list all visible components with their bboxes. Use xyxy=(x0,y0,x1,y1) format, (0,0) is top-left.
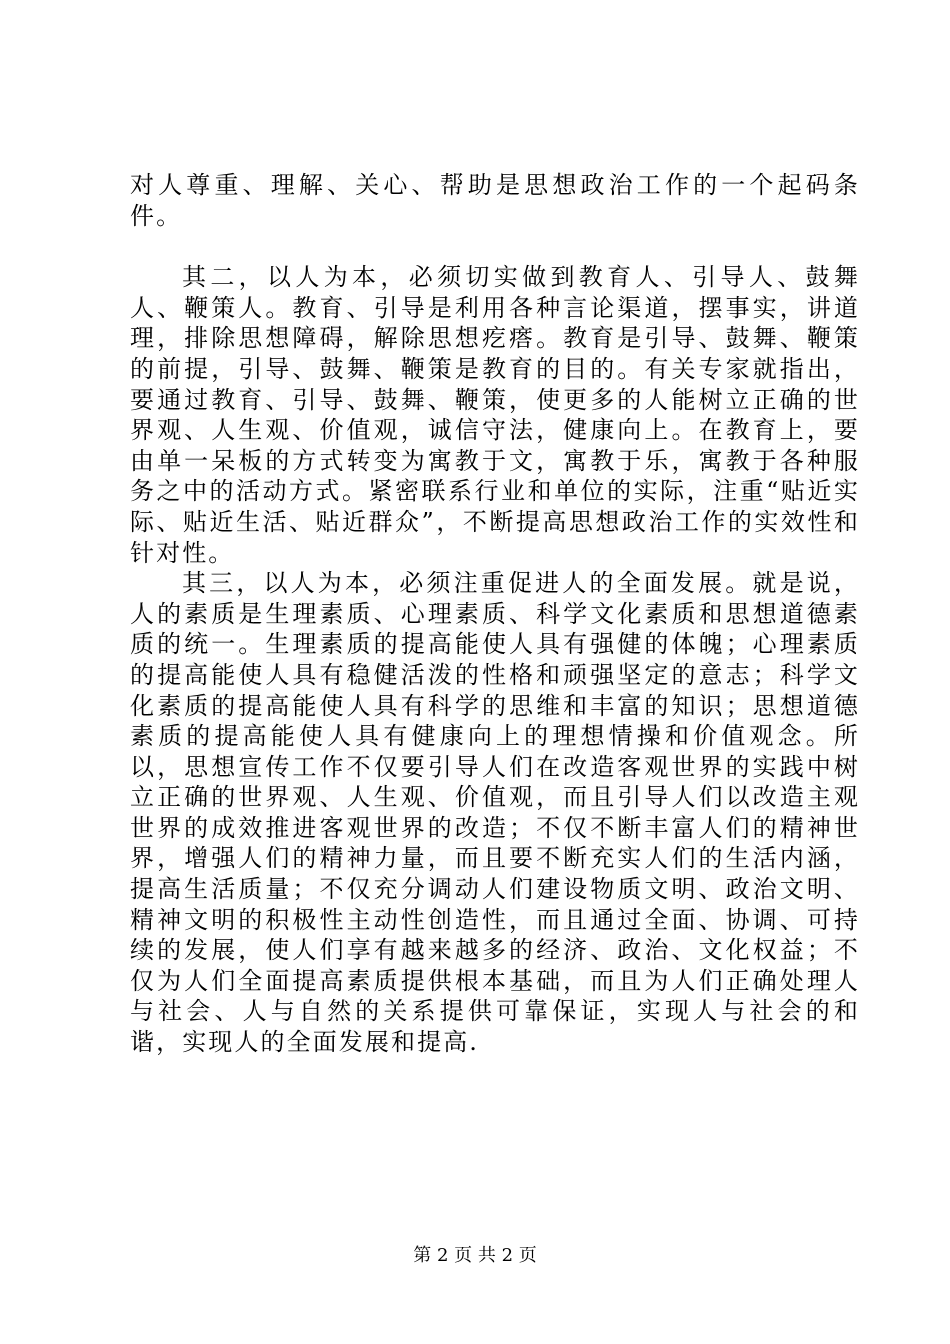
paragraph-1: 对人尊重、理解、关心、帮助是思想政治工作的一个起码条件。 xyxy=(130,171,860,230)
page-footer: 第 2 页 共 2 页 xyxy=(413,1245,537,1266)
paragraph-3: 其三，以人为本，必须注重促进人的全面发展。就是说，人的素质是生理素质、心理素质、科学文化素质和思想道德素质的统一。生理素质的提高能使人具有强健的体魄；心理素质的提高能使人具有稳健活泼的性格和顽强坚定的意志；科学文化素质的提高能使人具有科学的思维和丰富的知识；思想道德素质的提高能使人具有健康向上的理想情操和价值观念。所以，思想宣传工作不仅要引导人们在改造客观世界的实践中树立正确的世界观、人生观、价值观，而且引导人们以改造主观世界的成效推进客观世界的改造；不仅不断丰富人们的精神世界，增强人们的精神力量，而且要不断充实人们的生活内涵，提高生活质量；不仅充分调动人们建设物质文明、政治文明、精神文明的积极性主动性创造性，而且通过全面、协调、可持续的发展，使人们享有越来越多的经济、政治、文化权益；不仅为人们全面提高素质提供根本基础，而且为人们正确处理人与社会、人与自然的关系提供可靠保证，实现人与社会的和谐，实现人的全面发展和提高. xyxy=(130,569,860,1057)
document-body xyxy=(130,170,860,1058)
paragraph-2: 其二，以人为本，必须切实做到教育人、引导人、鼓舞人、鞭策人。教育、引导是利用各种言论渠道，摆事实，讲道理，排除思想障碍，解除思想疙瘩。教育是引导、鼓舞、鞭策的前提，引导、鼓舞、鞭策是教育的目的。有关专家就指出，要通过教育、引导、鼓舞、鞭策，使更多的人能树立正确的世界观、人生观、价值观，诚信守法，健康向上。在教育上，要由单一呆板的方式转变为寓教于文，寓教于乐，寓教于各种服务之中的活动方式。紧密联系行业和单位的实际，注重“贴近实际、贴近生活、贴近群众”，不断提高思想政治工作的实效性和针对性。 xyxy=(130,263,860,567)
